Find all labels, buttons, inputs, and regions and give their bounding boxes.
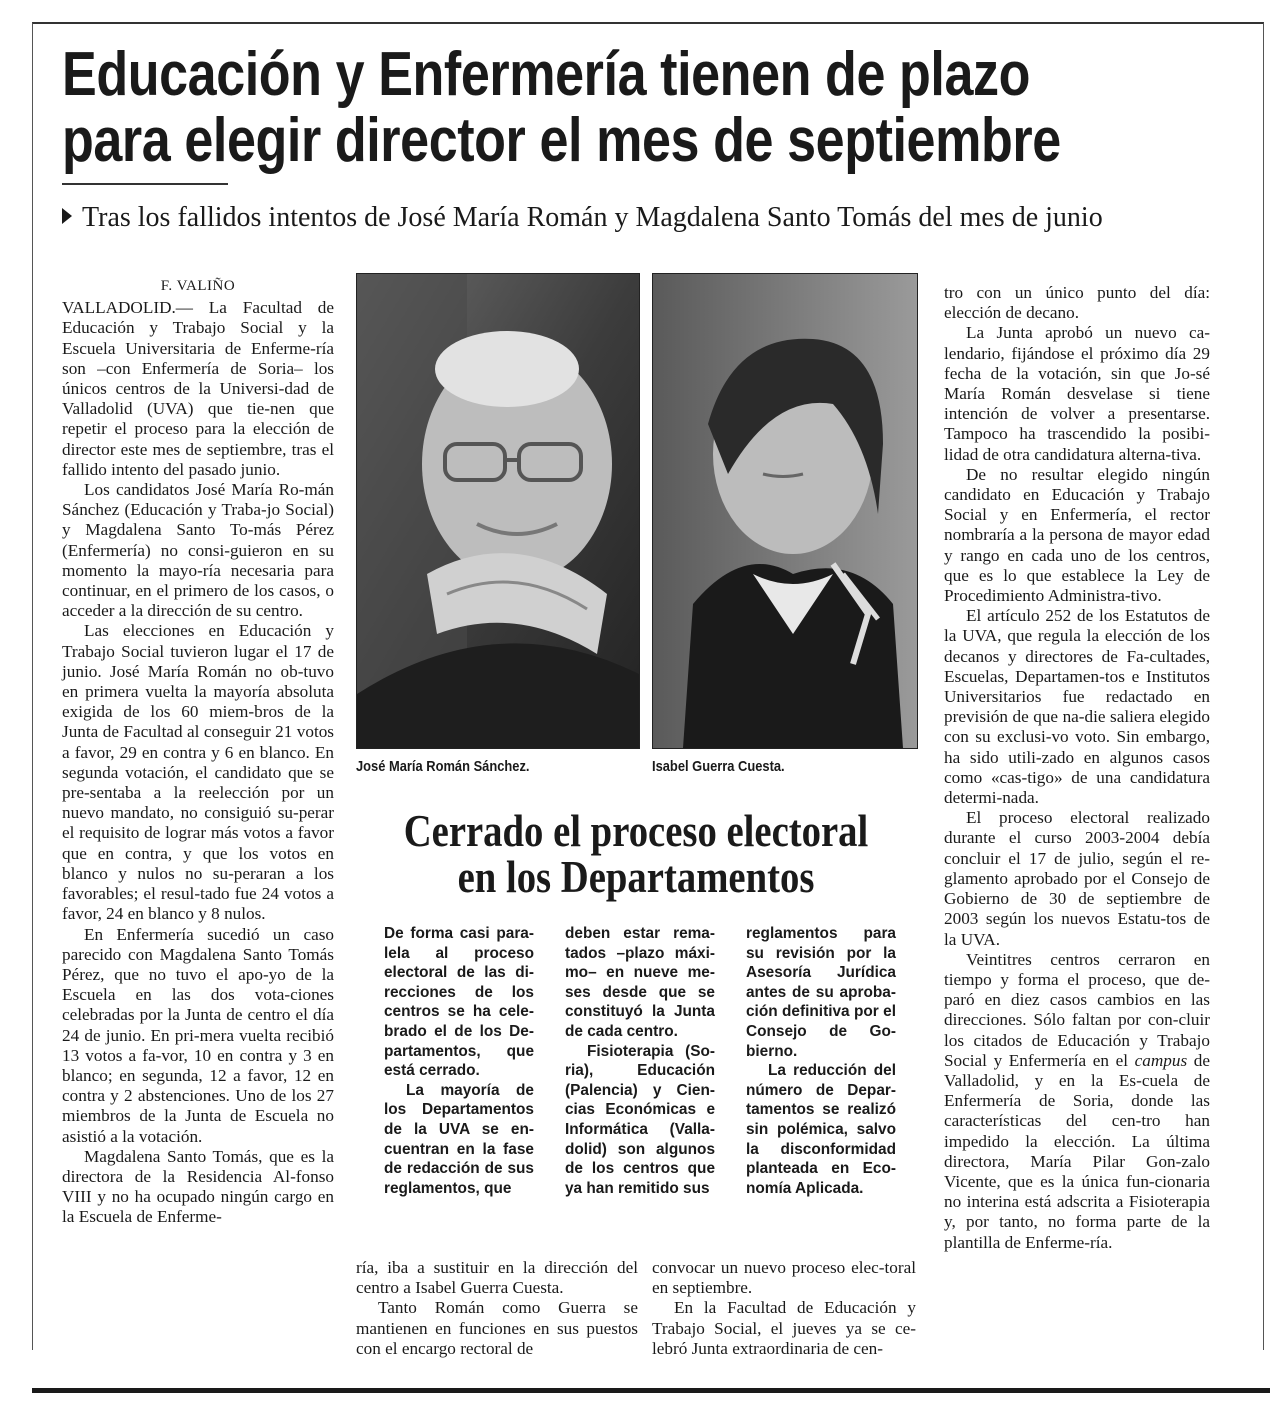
triangle-bullet-icon [62, 208, 72, 224]
paragraph-text: Veintitres centros cerraron en tiempo y forma el proceso, que de-paró en diez casos cambios en las direcciones. Sólo faltan por con-cluir los citados de Educación y Trabajo Social y Enfermería en el [944, 949, 1210, 1070]
bottom-rule [32, 1388, 1270, 1393]
article-column-1 [62, 276, 334, 1344]
paragraph: Los candidatos José María Ro-mán Sánchez (Educación y Traba-jo Social) y Magdalena Santo To-más Pérez (Enfermería) no consi-guieron en su momento la mayo-ría necesaria para continuar, en el primero de los casos, o acceder a la dirección de su centro. [62, 480, 334, 621]
headline [62, 42, 1062, 174]
inset-paragraph: deben estar rema-tados –plazo máxi-mo– en nueve me-ses desde que se constituyó la Junta de cada centro. [565, 925, 715, 1040]
headline-line-1: Educación y Enfermería tienen de plazo [62, 40, 1031, 109]
headline-line-2: para elegir director el mes de septiembre [62, 106, 1061, 175]
article-column-3-bottom [652, 1258, 916, 1358]
inset-paragraph: La mayoría de los Departamentos de la UVA se en-cuentran en la fase de redacción de sus reglamentos, que [384, 1081, 534, 1197]
inset-column-3 [746, 924, 896, 1224]
paragraph: convocar un nuevo proceso elec-toral en septiembre. [652, 1258, 916, 1298]
paragraph: Las elecciones en Educación y Trabajo Social tuvieron lugar el 17 de junio. José María Román no ob-tuvo en primera vuelta la mayoría absoluta exigida de los 60 miem-bros de la Junta de Facultad al conseguir 21 votos a favor, 29 en contra y 6 en blanco. En segunda votación, el candidato que se pre-sentaba a la reelección por un nuevo mandato, no consiguió su-perar el requisito de lograr más votos a favor que en contra, y que los votos en blanco y nulos no su-peraran a los favorables; el resul-tado fue 24 votos a favor, 24 en blanco y 8 nulos. [62, 621, 334, 924]
inset-paragraph: De forma casi para-lela al proceso electoral de las di-recciones de los centros se ha cele-brado el de los De-partamentos, que está cerrado. [384, 925, 534, 1080]
paragraph [944, 950, 1210, 1253]
byline: F. VALIÑO [160, 278, 236, 294]
subheadline-text: Tras los fallidos intentos de José María Román y Magdalena Santo Tomás del mes de junio [82, 202, 1103, 233]
paragraph: La Junta aprobó un nuevo ca-lendario, fijándose el próximo día 29 fecha de la votación, sin que Jo-sé María Román desvelase si tiene intención de volver a presentarse. Tampoco ha trascendido la posibi-lidad de otra candidatura alterna-tiva. [944, 323, 1210, 464]
photo-caption-left: José María Román Sánchez. [356, 758, 530, 775]
photo-jose-maria-roman [356, 273, 640, 749]
paragraph: ría, iba a sustituir en la dirección del centro a Isabel Guerra Cuesta. [356, 1258, 638, 1298]
inset-paragraph: Fisioterapia (So-ria), Educación (Palencia) y Cien-cias Económicas e Informática (Valla-dolid) son algunos de los centros que ya han remitido sus [565, 1042, 715, 1197]
subhead-rule [62, 183, 228, 185]
woman-portrait-icon [653, 274, 917, 748]
paragraph: El proceso electoral realizado durante el curso 2003-2004 debía concluir el 17 de julio, según el re-glamento aprobado por el Consejo de Gobierno de 30 de septiembre de 2003 según los nuevos Estatu-tos de la UVA. [944, 808, 1210, 949]
paragraph: El artículo 252 de los Estatutos de la UVA, que regula la elección de los decanos y directores de Fa-cultades, Escuelas, Departamen-tos e Institutos Universitarios fue redactado en previsión de que na-die saliera elegido con su exclusi-vo voto. Sin embargo, ha sido utili-zado en algunos casos como «cas-tigo» de una candidatura determi-nada. [944, 606, 1210, 808]
inset-paragraph: La reducción del número de Depar-tamentos se realizó sin polémica, salvo la disconformidad planteada en Eco-nomía Aplicada. [746, 1062, 896, 1197]
inset-column-1 [384, 924, 534, 1224]
subheadline [62, 200, 1252, 236]
article-column-2-bottom [356, 1258, 638, 1358]
paragraph: En Enfermería sucedió un caso parecido con Magdalena Santo Tomás Pérez, que no tuvo el apo-yo de la Escuela en las dos vota-ciones celebradas por la Junta de centro el día 24 de junio. En pri-mera vuelta recibió 13 votos a fa-vor, 10 en contra y 3 en blanco; en segunda, 12 a favor, 12 en contra y 2 abstenciones. Uno de los 27 miembros de la Junta de Escuela no asistió a la votación. [62, 924, 334, 1146]
man-portrait-icon [357, 274, 639, 748]
photo-isabel-guerra [652, 273, 918, 749]
paragraph: En la Facultad de Educación y Trabajo Social, el jueves ya se ce-lebró Junta extraordinaria de cen- [652, 1298, 916, 1358]
paragraph-text: de Valladolid, y en la Es-cuela de Enfermería de Soria, donde las características del cen-tro han impedido la elección. La última directora, María Pilar Gon-zalo Vicente, que es la única fun-cionaria no interina está adscrita a Fisioterapia y, por tanto, no forma parte de la plantilla de Enferme-ría. [944, 1050, 1210, 1252]
paragraph: Tanto Román como Guerra se mantienen en funciones en sus puestos con el encargo rectoral de [356, 1298, 638, 1358]
inset-title-line-2: en los Departamentos [457, 852, 815, 902]
article-column-4 [944, 283, 1210, 1351]
paragraph: tro con un único punto del día: elección de decano. [944, 283, 1210, 323]
paragraph: De no resultar elegido ningún candidato en Educación y Trabajo Social y en Enfermería, el rector nombraría a la persona de mayor edad y rango en cada uno de los centros, que es lo que establece la Ley de Procedimiento Administra-tivo. [944, 464, 1210, 606]
inset-title-line-1: Cerrado el proceso electoral [403, 806, 869, 856]
inset-paragraph: reglamentos para su revisión por la Asesoría Jurídica antes de su aproba-ción definitiva por el Consejo de Go-bierno. [746, 925, 896, 1060]
inset-title [395, 808, 877, 900]
paragraph: Magdalena Santo Tomás, que es la directora de la Residencia Al-fonso VIII y no ha ocupado ningún cargo en la Escuela de Enferme- [62, 1146, 334, 1227]
photo-caption-right: Isabel Guerra Cuesta. [652, 758, 785, 775]
inset-column-2 [565, 924, 715, 1224]
italic-word: campus [1134, 1050, 1188, 1070]
paragraph: VALLADOLID.— La Facultad de Educación y Trabajo Social y la Escuela Universitaria de Enferme-ría son –con Enfermería de Soria– los únicos centros de la Universi-dad de Valladolid (UVA) que tie-nen que repetir el proceso para la elección de director este mes de septiembre, tras el fallido intento del pasado junio. [62, 298, 334, 479]
